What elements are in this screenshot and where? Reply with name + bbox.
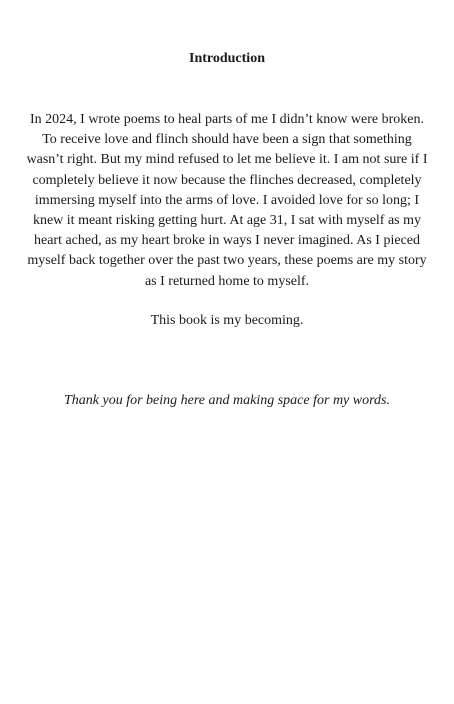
paragraph-line: heart ached, as my heart broke in ways I never imagined. As I pieced	[33, 233, 421, 249]
paragraph-line: myself back together over the past two years, these poems are my story	[27, 253, 427, 269]
paragraph-line: immersing myself into the arms of love. I avoided love for so long; I	[34, 192, 420, 208]
paragraph-line: as I returned home to myself.	[144, 273, 310, 289]
paragraph-line: In 2024, I wrote poems to heal parts of me I didn’t know were broken.	[30, 112, 424, 127]
paragraph-line: knew it meant risking getting hurt. At age 31, I sat with myself as my	[32, 213, 422, 229]
introduction-paragraph	[26, 110, 428, 292]
becoming-statement: This book is my becoming.	[150, 313, 304, 328]
paragraph-line: wasn’t right. But my mind refused to let me believe it. I am not sure if I	[26, 152, 428, 168]
thank-you-note: Thank you for being here and making space for my words.	[64, 393, 390, 408]
page-title: Introduction	[189, 51, 265, 66]
paragraph-line: To receive love and flinch should have been a sign that something	[42, 132, 412, 148]
paragraph-line: completely believe it now because the flinches decreased, completely	[32, 172, 422, 188]
